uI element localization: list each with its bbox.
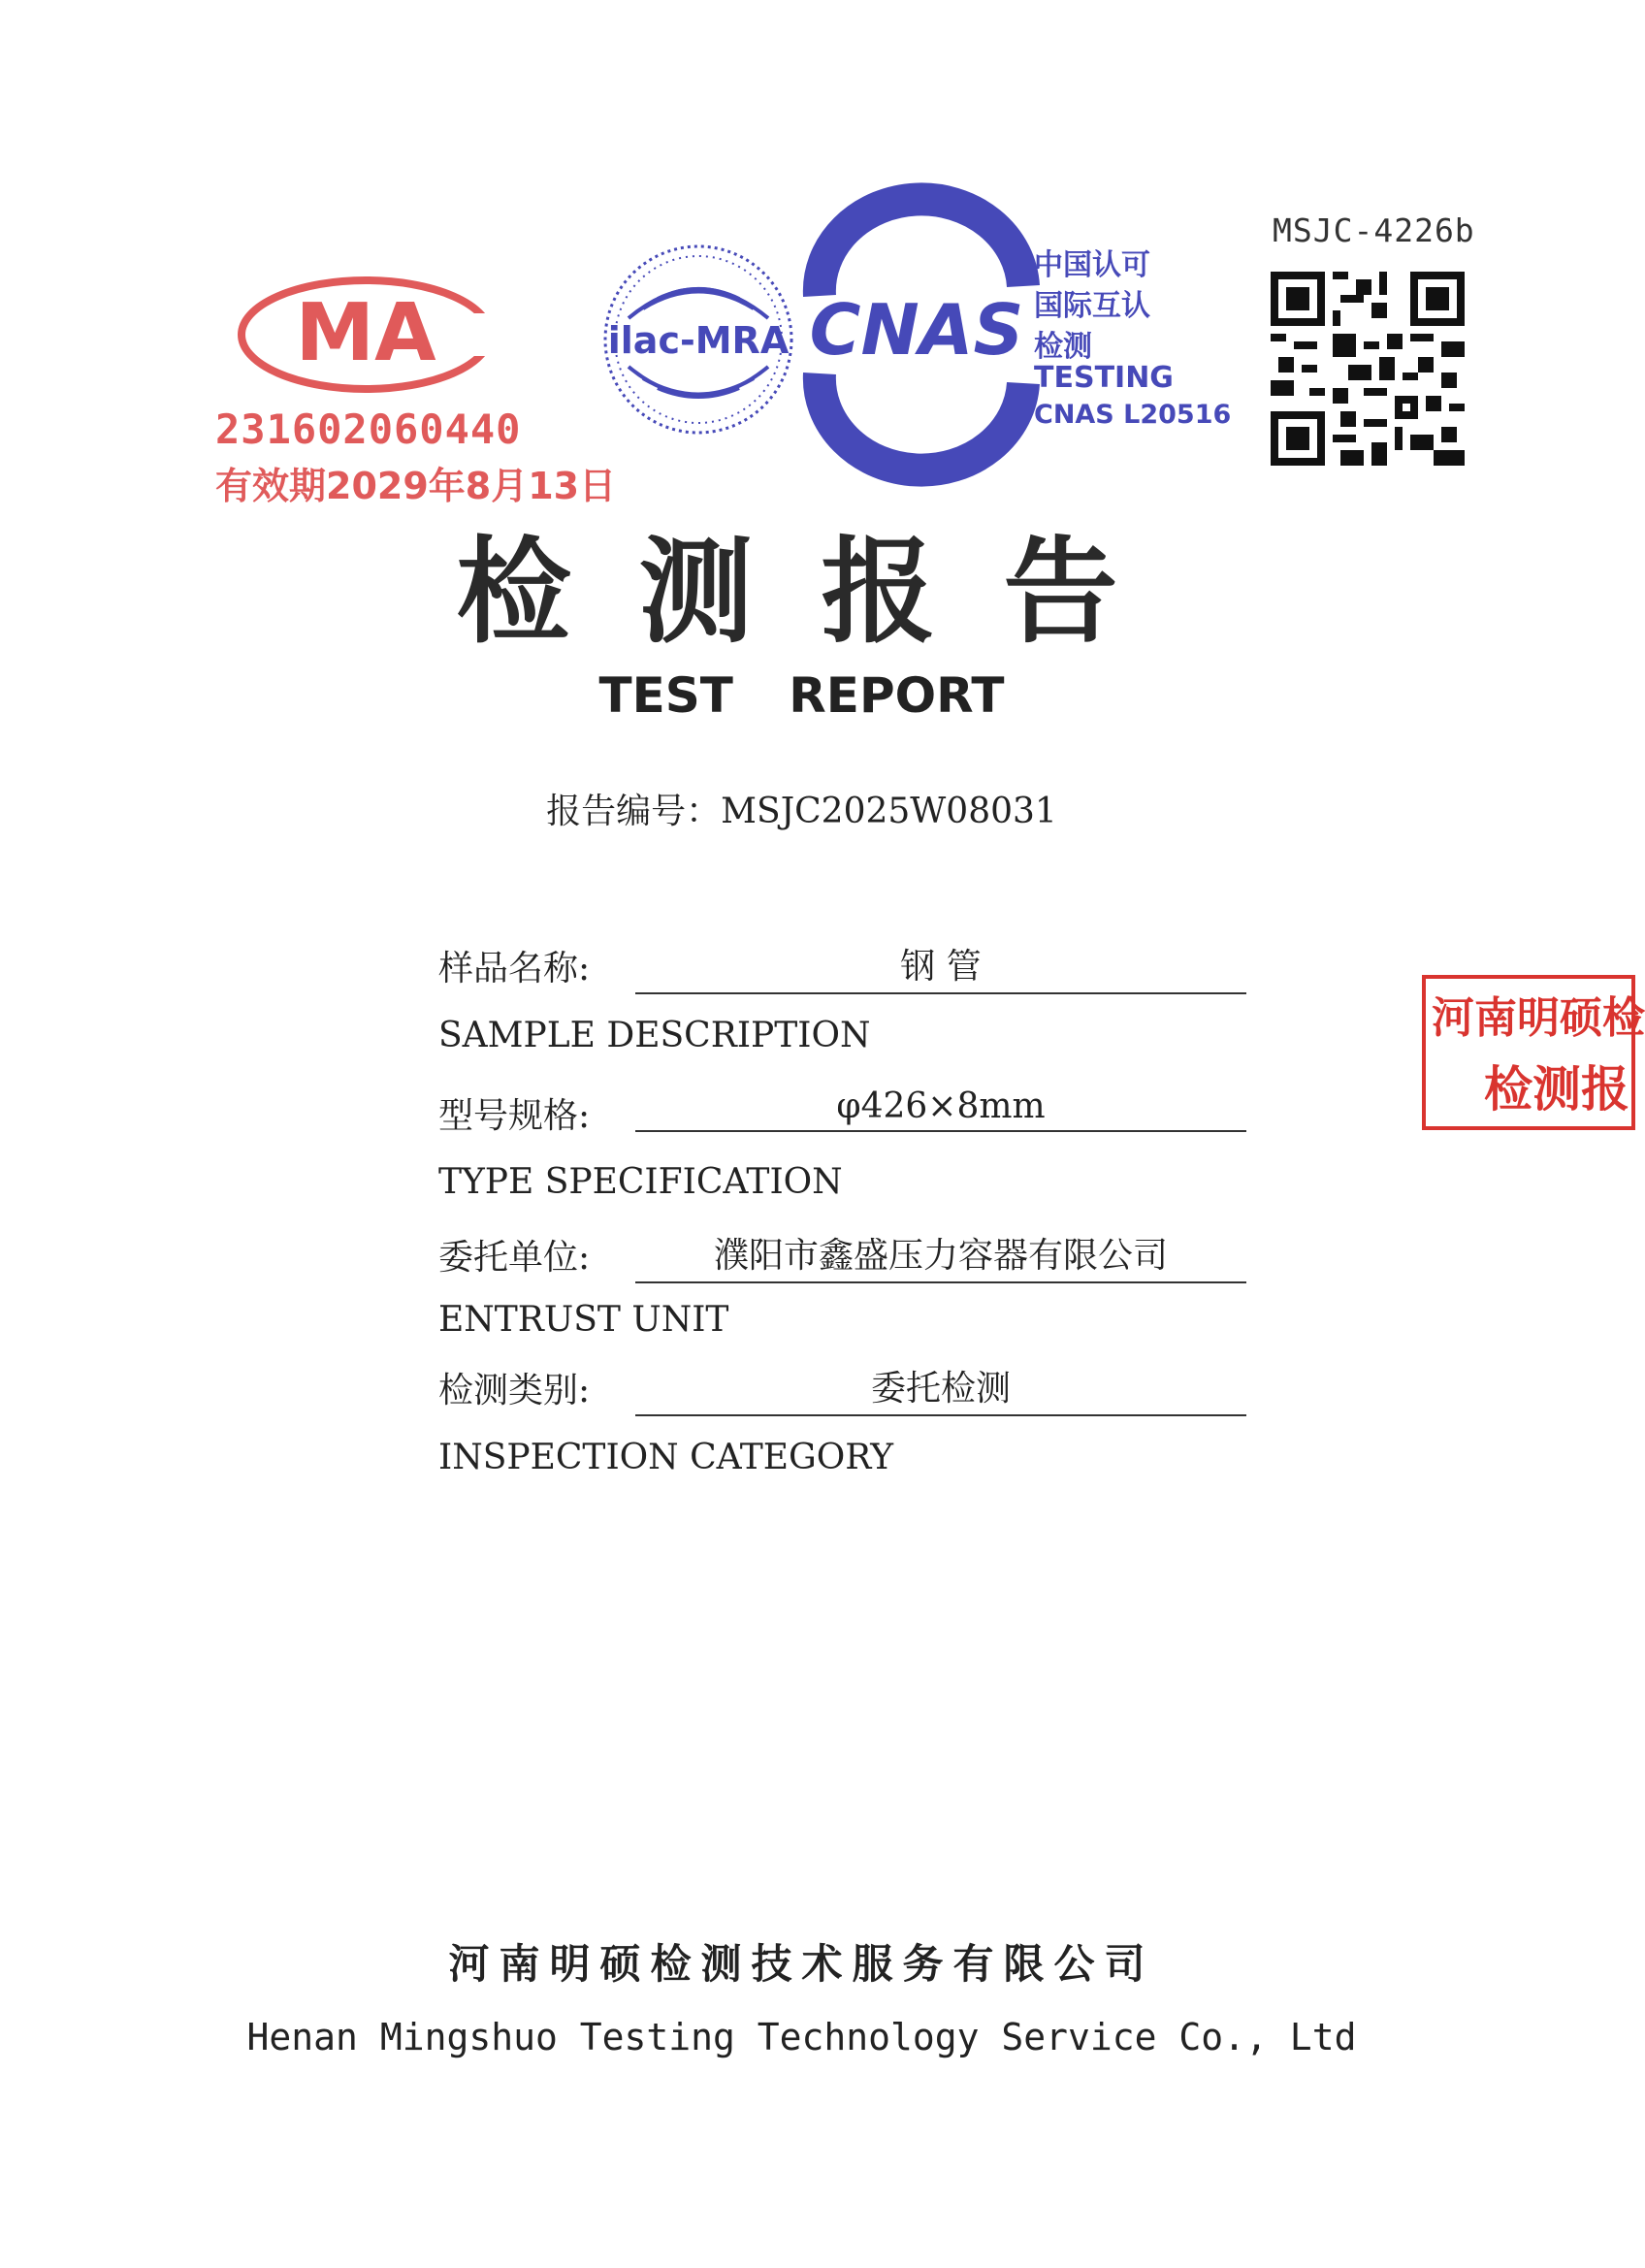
sample-name-label: 样品名称: (438, 949, 591, 988)
type-spec-value: φ426×8mm (635, 1086, 1246, 1132)
cma-logo-text: MA (295, 287, 436, 379)
form-code: MSJC-4226b (1273, 211, 1475, 249)
cnas-logo (800, 247, 1033, 422)
entrust-unit-value: 濮阳市鑫盛压力容器有限公司 (635, 1228, 1246, 1283)
cnas-logo-text: CNAS (809, 289, 1024, 371)
type-spec-label: 型号规格: (438, 1096, 591, 1136)
cnas-line-2: 国际互认 (1034, 289, 1150, 323)
ilac-mra-logo (599, 241, 798, 439)
inspection-category-value: 委托检测 (635, 1361, 1246, 1416)
report-title-en: TEST REPORT (598, 667, 1005, 724)
company-name-en: Henan Mingshuo Testing Technology Service Co., Ltd (246, 2016, 1357, 2058)
company-name-cn: 河南明硕检测技术服务有限公司 (448, 1940, 1155, 1988)
report-number: 报告编号：MSJC2025W08031 (546, 792, 1057, 831)
qr-code-icon (1271, 272, 1465, 466)
ilac-logo-text: ilac-MRA (607, 319, 790, 362)
sample-name-value: 钢 管 (635, 939, 1246, 994)
report-title-cn: 检测报告 (456, 525, 1186, 659)
inspection-category-label: 检测类别: (438, 1371, 591, 1410)
seal-text-line-2: 检测报 (1484, 1061, 1629, 1118)
type-spec-label-en: TYPE SPECIFICATION (438, 1162, 843, 1202)
entrust-unit-label: 委托单位: (438, 1238, 591, 1278)
cnas-line-3: 检测 (1034, 330, 1092, 364)
seal-text-line-1: 河南明硕检 (1432, 993, 1645, 1043)
entrust-unit-label-en: ENTRUST UNIT (438, 1300, 729, 1340)
cma-logo (238, 276, 495, 393)
cnas-line-1: 中国认可 (1034, 248, 1150, 282)
sample-description-label-en: SAMPLE DESCRIPTION (438, 1016, 871, 1055)
cnas-line-4: TESTING (1034, 361, 1174, 395)
cma-code: 231602060440 (215, 405, 522, 453)
cnas-line-5: CNAS L20516 (1034, 400, 1232, 430)
cma-validity: 有效期2029年8月13日 (215, 465, 617, 507)
inspection-category-label-en: INSPECTION CATEGORY (438, 1438, 894, 1477)
